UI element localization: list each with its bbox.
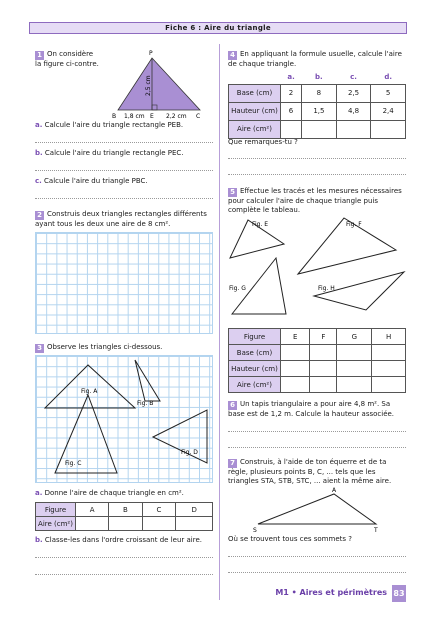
label-t: T: [374, 527, 378, 534]
label-a: A: [332, 487, 337, 494]
answer-cell[interactable]: [176, 517, 213, 531]
label-p: P: [149, 50, 153, 57]
ex3-question-a: a. Donne l'aire de chaque triangle en cm².: [35, 489, 184, 497]
answer-line[interactable]: [228, 447, 406, 448]
ex6-text: 6 Un tapis triangulaire a pour aire 4,8 m². Sa base est de 1,2 m. Calcule la hauteur associée.: [228, 400, 395, 418]
label-fig-b: Fig. B: [137, 400, 154, 407]
answer-line[interactable]: [35, 557, 213, 558]
answer-cell[interactable]: [281, 361, 310, 377]
ex5-table: Figure E F G H Base (cm) Hauteur (cm) Aire (cm²): [228, 328, 406, 393]
label-b: B: [112, 113, 117, 120]
answer-line[interactable]: [228, 556, 406, 557]
ex1-question-b: b. Calcule l'aire du triangle rectangle PEC.: [35, 149, 184, 157]
label-ec: 2,2 cm: [166, 113, 187, 120]
column-divider: [219, 44, 220, 600]
answer-cell[interactable]: [372, 361, 406, 377]
answer-cell[interactable]: [372, 345, 406, 361]
triangle-sta: [258, 494, 376, 524]
ex4-number: 4: [228, 51, 237, 60]
ex6-number: 6: [228, 401, 237, 410]
answer-line[interactable]: [228, 572, 406, 573]
ex7-number: 7: [228, 459, 237, 468]
ex1-question-a: a. Calcule l'aire du triangle rectangle PEB.: [35, 121, 184, 129]
page-title: Fiche 6 : Aire du triangle: [29, 22, 407, 34]
ex3-table: Figure A B C D Aire (cm²): [35, 502, 213, 531]
answer-cell[interactable]: [372, 377, 406, 393]
ex7-figure: [248, 484, 388, 534]
answer-cell[interactable]: [281, 377, 310, 393]
ex3-question-b: b. Classe-les dans l'ordre croissant de leur aire.: [35, 536, 202, 544]
answer-line[interactable]: [35, 170, 213, 171]
ex3-text: 3 Observe les triangles ci-dessous.: [35, 343, 162, 353]
answer-cell[interactable]: [281, 120, 302, 138]
answer-cell[interactable]: [76, 517, 109, 531]
ex3-figures: [35, 355, 213, 483]
triangle-fig-d: [153, 410, 207, 463]
answer-cell[interactable]: [281, 345, 310, 361]
answer-cell[interactable]: [310, 345, 337, 361]
answer-cell[interactable]: [310, 361, 337, 377]
answer-line[interactable]: [35, 142, 213, 143]
answer-cell[interactable]: [109, 517, 142, 531]
answer-line[interactable]: [35, 574, 213, 575]
answer-cell[interactable]: [337, 345, 372, 361]
ex1-question-c: c. Calcule l'aire du triangle PBC.: [35, 177, 148, 185]
label-fig-c: Fig. C: [65, 460, 82, 467]
ex5-number: 5: [228, 188, 237, 197]
ex7-text: 7 Construis, à l'aide de ton équerre et de ta règle, plusieurs points B, C, ... tels que les triangles STA, STB, STC, ... aient la même aire.: [228, 458, 392, 485]
page-number: 83: [392, 585, 406, 602]
ex4-remark: Que remarques-tu ?: [228, 138, 298, 146]
answer-line[interactable]: [35, 198, 213, 199]
triangle-pbc: [118, 58, 200, 110]
label-fig-h: Fig. H: [318, 285, 335, 292]
ex4-table: a. b. c. d. Base (cm) 2 8 2,5 5 Hauteur (cm) 6 1,5 4,8 2,4 Aire (cm²): [228, 70, 406, 139]
answer-cell[interactable]: [337, 377, 372, 393]
answer-cell[interactable]: [337, 361, 372, 377]
triangle-fig-b: [135, 360, 160, 401]
answer-line[interactable]: [228, 158, 406, 159]
answer-cell[interactable]: [302, 120, 337, 138]
drawing-grid-ex2[interactable]: [35, 232, 213, 334]
answer-line[interactable]: [228, 174, 406, 175]
ex7-question: Où se trouvent tous ces sommets ?: [228, 535, 352, 543]
label-be: 1,8 cm: [124, 113, 145, 120]
answer-cell[interactable]: [371, 120, 406, 138]
chapter-footer: M1 • Aires et périmètres: [275, 588, 387, 597]
label-e: E: [150, 113, 154, 120]
ex1-intro: 1 On considère la figure ci-contre.: [35, 50, 99, 68]
ex5-figures: [226, 214, 408, 322]
answer-cell[interactable]: [336, 120, 371, 138]
label-fig-e: Fig. E: [252, 221, 269, 228]
ex2-number: 2: [35, 211, 44, 220]
answer-line[interactable]: [228, 431, 406, 432]
label-fig-f: Fig. F: [346, 221, 362, 228]
answer-cell[interactable]: [142, 517, 176, 531]
label-fig-a: Fig. A: [81, 388, 98, 395]
label-s: S: [253, 527, 257, 534]
ex5-text: 5 Effectue les tracés et les mesures nécessaires pour calculer l'aire de chaque triangle puis complète le tableau.: [228, 187, 402, 214]
label-fig-g: Fig. G: [229, 285, 246, 292]
ex2-text: 2 Construis deux triangles rectangles différents ayant tous les deux une aire de 8 cm².: [35, 210, 207, 228]
ex1-number: 1: [35, 51, 44, 60]
ex4-text: 4 En appliquant la formule usuelle, calcule l'aire de chaque triangle.: [228, 50, 402, 68]
answer-cell[interactable]: [310, 377, 337, 393]
label-fig-d: Fig. D: [181, 449, 198, 456]
label-c: C: [196, 113, 201, 120]
ex1-figure: [108, 48, 208, 120]
ex3-number: 3: [35, 344, 44, 353]
label-height: 2,5 cm: [145, 75, 152, 96]
